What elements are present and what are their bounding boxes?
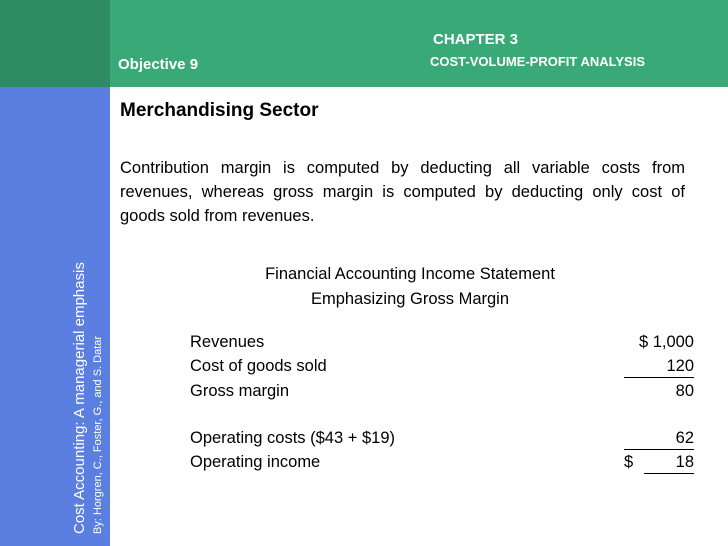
row-label: Cost of goods sold <box>190 357 327 375</box>
chapter-title: COST-VOLUME-PROFIT ANALYSIS <box>430 54 645 69</box>
row-amount: 80 <box>675 382 694 400</box>
objective-label: Objective 9 <box>118 56 199 73</box>
statement-title-line-1: Financial Accounting Income Statement <box>265 265 555 283</box>
chapter-number: CHAPTER 3 <box>433 31 519 48</box>
statement-row-operating-costs <box>190 429 694 451</box>
statement-row-gross-margin <box>190 382 694 404</box>
row-label: Operating income <box>190 453 321 471</box>
corner-block <box>0 0 110 87</box>
body-paragraph: Contribution margin is computed by deducting all variable costs from revenues, whereas gross margin is computed by deducting only cost of goods sold from revenues. <box>120 159 685 225</box>
statement-row-revenues <box>190 333 694 355</box>
statement-title <box>190 262 630 312</box>
row-currency: $ <box>624 453 634 471</box>
row-amount: $ 1,000 <box>638 333 694 351</box>
book-authors: By: Horgren, C., Foster, G., and S. Datar <box>92 335 104 534</box>
slide-heading: Merchandising Sector <box>120 100 319 121</box>
row-amount: 62 <box>624 429 694 450</box>
row-amount: 120 <box>624 357 694 378</box>
statement-row-operating-income <box>190 453 694 475</box>
header-band <box>110 0 728 87</box>
row-label: Gross margin <box>190 382 290 400</box>
row-label: Revenues <box>190 333 265 351</box>
statement-title-line-2: Emphasizing Gross Margin <box>310 290 510 308</box>
book-title: Cost Accounting: A managerial emphasis <box>71 262 88 534</box>
statement-row-cogs <box>190 357 694 379</box>
row-amount: 18 <box>644 453 694 474</box>
row-label: Operating costs ($43 + $19) <box>190 429 395 447</box>
